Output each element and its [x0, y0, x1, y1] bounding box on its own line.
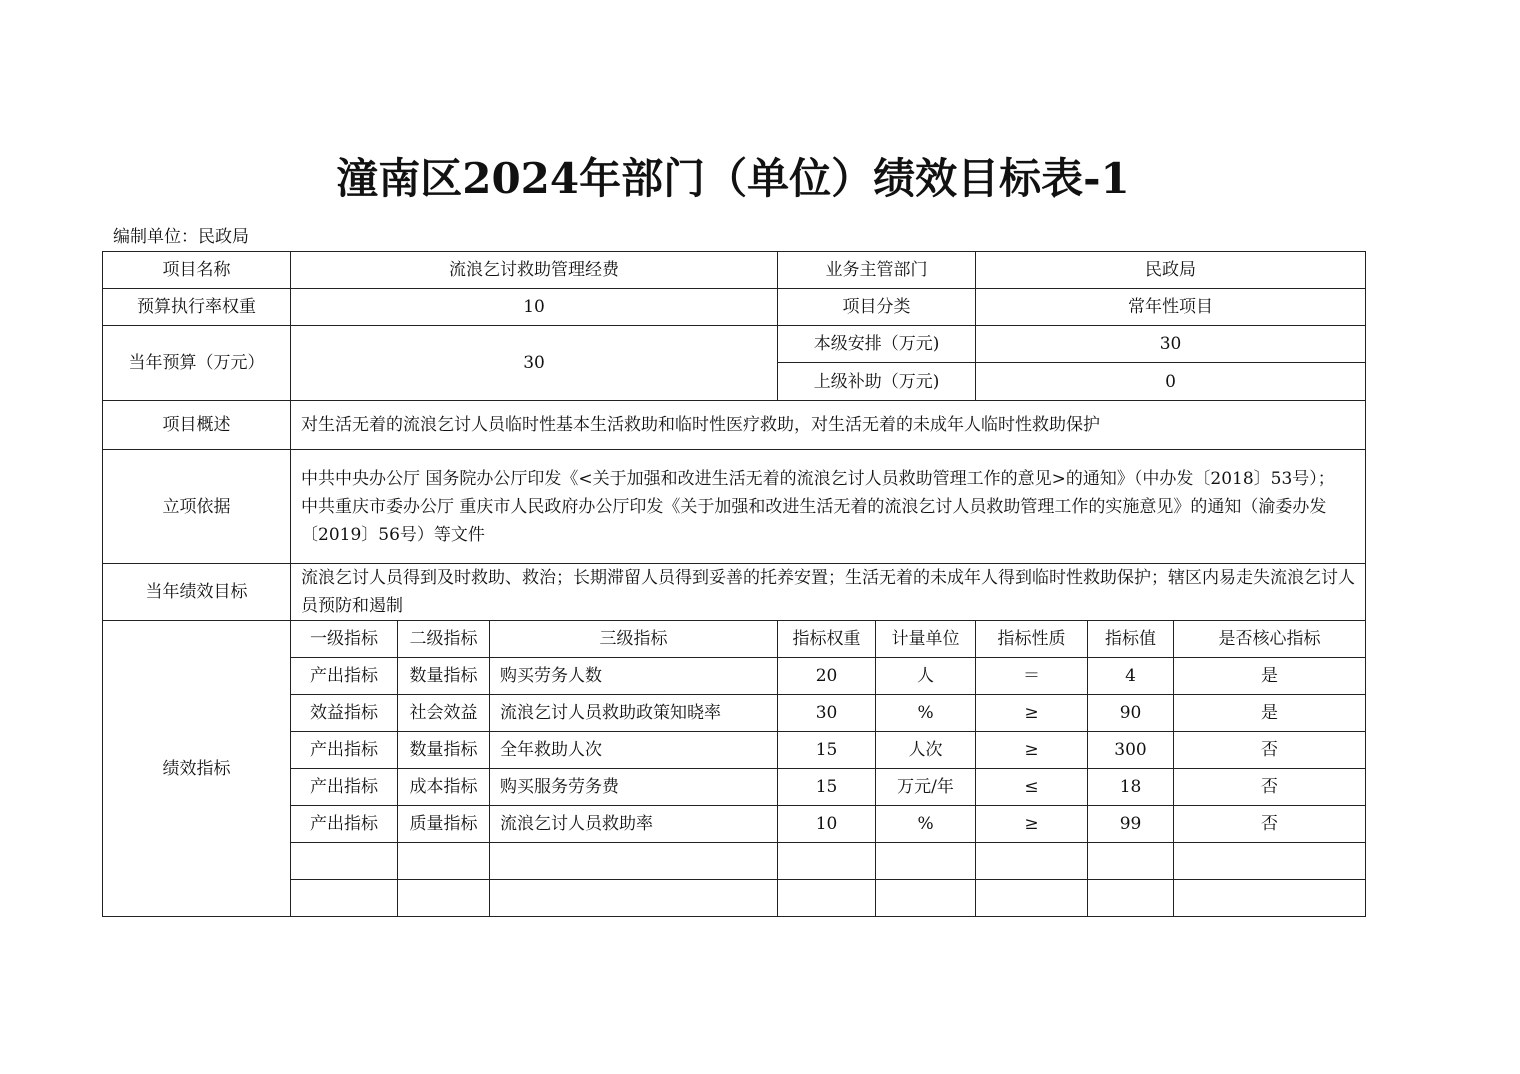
overview-value: 对生活无着的流浪乞讨人员临时性基本生活救助和临时性医疗救助，对生活无着的未成年人临时性救助保护 [291, 401, 1366, 450]
empty-cell [876, 880, 976, 917]
table-row [103, 806, 1366, 843]
local-budget-value: 30 [976, 326, 1366, 363]
header-weight: 指标权重 [778, 621, 876, 658]
level3-cell: 流浪乞讨人员救助率 [490, 806, 778, 843]
empty-cell [876, 843, 976, 880]
unit-cell: 万元/年 [876, 769, 976, 806]
unit-cell: 人次 [876, 732, 976, 769]
core-cell: 是 [1174, 695, 1366, 732]
indicators-label: 绩效指标 [103, 621, 291, 917]
empty-row [103, 843, 1366, 880]
value-cell: 4 [1088, 658, 1174, 695]
table-row [103, 769, 1366, 806]
overview-label: 项目概述 [103, 401, 291, 450]
level3-cell: 流浪乞讨人员救助政策知晓率 [490, 695, 778, 732]
basis-value [291, 450, 1366, 564]
category-value: 常年性项目 [976, 289, 1366, 326]
weight-label: 预算执行率权重 [103, 289, 291, 326]
header-unit: 计量单位 [876, 621, 976, 658]
project-name-value: 流浪乞讨救助管理经费 [291, 252, 778, 289]
empty-cell [490, 880, 778, 917]
empty-cell [1088, 843, 1174, 880]
empty-cell [976, 880, 1088, 917]
weight-cell: 20 [778, 658, 876, 695]
level2-cell: 成本指标 [398, 769, 490, 806]
empty-cell [778, 880, 876, 917]
empty-cell [1174, 880, 1366, 917]
nature-cell: ≥ [976, 806, 1088, 843]
empty-cell [1174, 843, 1366, 880]
unit-cell: 人 [876, 658, 976, 695]
nature-cell: ≥ [976, 695, 1088, 732]
header-core: 是否核心指标 [1174, 621, 1366, 658]
table-row [103, 695, 1366, 732]
unit-cell: % [876, 806, 976, 843]
core-cell: 是 [1174, 658, 1366, 695]
header-level2: 二级指标 [398, 621, 490, 658]
subsidy-label: 上级补助（万元) [778, 363, 976, 401]
empty-cell [490, 843, 778, 880]
value-cell: 99 [1088, 806, 1174, 843]
level3-cell: 购买服务劳务费 [490, 769, 778, 806]
level2-cell: 数量指标 [398, 658, 490, 695]
goal-value: 流浪乞讨人员得到及时救助、救治；长期滞留人员得到妥善的托养安置；生活无着的未成年人得到临时性救助保护；辖区内易走失流浪乞讨人员预防和遏制 [291, 564, 1366, 621]
empty-cell [291, 880, 398, 917]
weight-cell: 30 [778, 695, 876, 732]
nature-cell: ≤ [976, 769, 1088, 806]
header-value: 指标值 [1088, 621, 1174, 658]
subsidy-value: 0 [976, 363, 1366, 401]
nature-cell: ≥ [976, 732, 1088, 769]
level1-cell: 产出指标 [291, 658, 398, 695]
level2-cell: 社会效益 [398, 695, 490, 732]
budget-value: 30 [291, 326, 778, 401]
core-cell: 否 [1174, 806, 1366, 843]
empty-row [103, 880, 1366, 917]
core-cell: 否 [1174, 769, 1366, 806]
level1-cell: 效益指标 [291, 695, 398, 732]
weight-cell: 10 [778, 806, 876, 843]
level2-cell: 质量指标 [398, 806, 490, 843]
level3-cell: 全年救助人次 [490, 732, 778, 769]
table-row [103, 732, 1366, 769]
empty-cell [398, 880, 490, 917]
performance-table [102, 251, 1366, 917]
level1-cell: 产出指标 [291, 732, 398, 769]
empty-cell [291, 843, 398, 880]
basis-line-2: 中共重庆市委办公厅 重庆市人民政府办公厅印发《关于加强和改进生活无着的流浪乞讨人员救助管理工作的实施意见》的通知（渝委办发〔2019〕56号）等文件 [301, 496, 1327, 545]
empty-cell [976, 843, 1088, 880]
header-level1: 一级指标 [291, 621, 398, 658]
unit-cell: % [876, 695, 976, 732]
core-cell: 否 [1174, 732, 1366, 769]
empty-cell [778, 843, 876, 880]
weight-value: 10 [291, 289, 778, 326]
goal-label: 当年绩效目标 [103, 564, 291, 621]
empty-cell [398, 843, 490, 880]
value-cell: 300 [1088, 732, 1174, 769]
empty-cell [1088, 880, 1174, 917]
level2-cell: 数量指标 [398, 732, 490, 769]
header-level3: 三级指标 [490, 621, 778, 658]
weight-cell: 15 [778, 769, 876, 806]
dept-label: 业务主管部门 [778, 252, 976, 289]
weight-cell: 15 [778, 732, 876, 769]
page-title: 潼南区2024年部门（单位）绩效目标表-1 [336, 154, 1130, 203]
value-cell: 18 [1088, 769, 1174, 806]
budget-label: 当年预算（万元） [103, 326, 291, 401]
local-budget-label: 本级安排（万元) [778, 326, 976, 363]
basis-line-1: 中共中央办公厅 国务院办公厅印发《<关于加强和改进生活无着的流浪乞讨人员救助管理工作的意见>的通知》（中办发〔2018〕53号）； [301, 468, 1335, 489]
basis-label: 立项依据 [103, 450, 291, 564]
header-nature: 指标性质 [976, 621, 1088, 658]
compiling-unit: 编制单位：民政局 [113, 227, 249, 247]
level1-cell: 产出指标 [291, 806, 398, 843]
nature-cell: ＝ [976, 658, 1088, 695]
table-row [103, 658, 1366, 695]
category-label: 项目分类 [778, 289, 976, 326]
level1-cell: 产出指标 [291, 769, 398, 806]
value-cell: 90 [1088, 695, 1174, 732]
dept-value: 民政局 [976, 252, 1366, 289]
level3-cell: 购买劳务人数 [490, 658, 778, 695]
project-name-label: 项目名称 [103, 252, 291, 289]
